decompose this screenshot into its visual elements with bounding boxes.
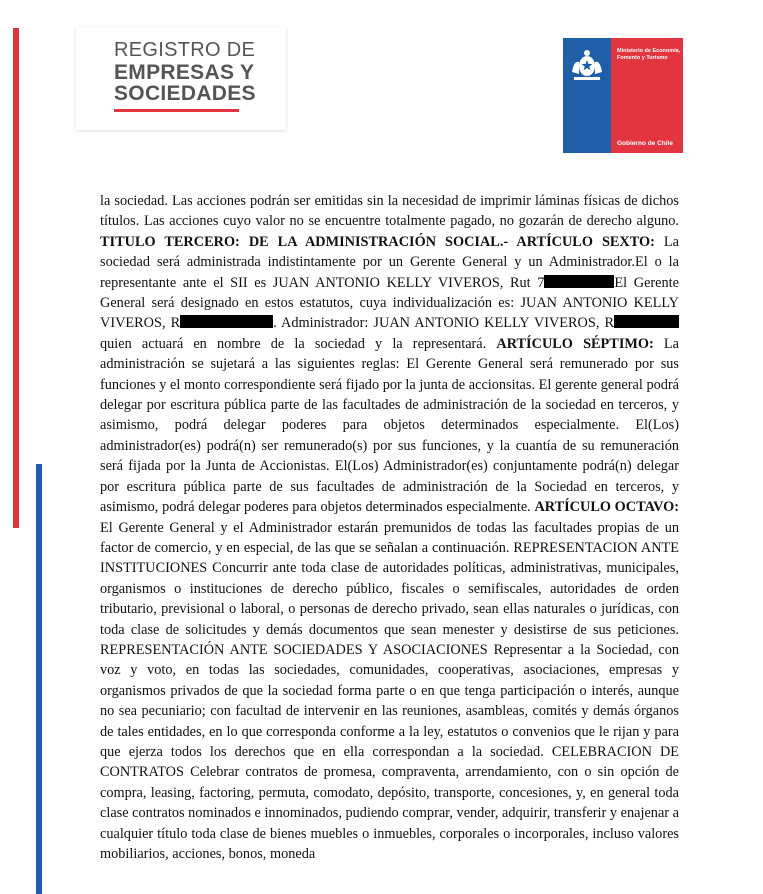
left-red-accent-bar bbox=[13, 28, 19, 528]
gobierno-de-chile-logo bbox=[563, 38, 683, 153]
heading-titulo-tercero: TITULO TERCERO: DE LA ADMINISTRACIÓN SOCIAL.- ARTÍCULO SEXTO: bbox=[100, 233, 655, 250]
body-text-4: . Administrador: JUAN ANTONIO KELLY VIVEROS, bbox=[273, 315, 605, 332]
redaction-rut-prefix: R bbox=[170, 315, 181, 332]
logo-line-1: REGISTRO DE bbox=[114, 39, 256, 61]
redaction-bar bbox=[180, 315, 273, 328]
logo-line-2: EMPRESAS Y bbox=[114, 61, 255, 84]
body-text-7: El Gerente General y el Administrador estarán premunidos de todas las facultades propias de un factor de comercio, y en especial, de las que se señalan a continuación. REPRESENTACION ANTE INSTITUCIONES Concurrir ante toda clase de autoridades políticas, administrativas, municipales, organismos o instituciones de derecho público, fiscales o semifiscales, autoridades de orden tributario, previsional o laboral, o personas de derecho privado, sean ellas naturales o jurídicas, con toda clase de solicitudes y demás documentos que sean menester y desistirse de sus peticiones. REPRESENTACIÓN ANTE SOCIEDADES Y ASOCIACIONES Representar a la Sociedad, con voz y voto, en todas las sociedades, comunidades, cooperativas, asociaciones, empresas y organismos privados de que la sociedad forma parte o en que tenga participación o interés, aunque no sea pecuniario; con facultad de intervenir en las reuniones, asambleas, comités y demás órganos de tales entidades, en lo que corresponda conforme a la ley, estatutos o convenios que le rijan y para que ejerza todos los derechos que en ella correspondan a la sociedad. CELEBRACION DE CONTRATOS Celebrar contratos de promesa, compraventa, arrendamiento, con o sin opción de compra, leasing, factoring, permuta, comodato, depósito, transporte, concesiones, y, en general toda clase contratos nominados e innominados, pudiendo comprar, vender, adquirir, transferir y enajenar a cualquier título toda clase de bienes muebles o inmuebles, corporales o incorporales, incluso valores mobiliarios, acciones, bonos, moneda bbox=[100, 519, 679, 862]
redaction-rut-prefix: 7 bbox=[537, 274, 545, 291]
redaction-bar bbox=[614, 315, 679, 328]
heading-articulo-septimo: ARTÍCULO SÉPTIMO: bbox=[496, 335, 654, 352]
body-text-6: La administración se sujetará a las siguientes reglas: El Gerente General será remunerado por sus funciones y el monto correspondiente será fijado por la junta de accionsitas. El gerente general podrá delegar por escritura pública parte de las facultades de administración de la sociedad en terceros, y asimismo, podrá delegar poderes para objetos determinados especialmente. El(Los) administrador(es) podrá(n) ser remunerado(s) por sus funciones, y la cuantía de su remuneración será fijada por la Junta de Accionistas. El(Los) Administrador(es) conjuntamente podrá(n) delegar por escritura pública parte de sus facultades de administración de la Sociedad en terceros, y asimismo, podrá delegar poderes para objetos determinados especialmente. bbox=[100, 335, 680, 516]
heading-articulo-octavo: ARTÍCULO OCTAVO: bbox=[534, 499, 679, 516]
redaction-bar bbox=[544, 275, 614, 288]
redaction-rut-prefix: R bbox=[604, 315, 615, 332]
body-text-5: quien actuará en nombre de la sociedad y la representará. bbox=[100, 335, 497, 352]
body-text-1: la sociedad. Las acciones podrán ser emitidas sin la necesidad de imprimir láminas físicas de dichos títulos. Las acciones cuyo valor no se encuentre totalmente pagado, no gozarán de derecho alguno. bbox=[100, 193, 679, 230]
body-text-2: La sociedad será administrada indistintamente por un Gerente General y un Administrador.El o la representante ante el SII es JUAN ANTONIO KELLY VIVEROS, Rut bbox=[100, 233, 679, 291]
left-blue-accent-bar bbox=[36, 464, 42, 894]
body-text-3: El Gerente General será designado en estos estatutos, cuya individualización es: JUAN ANTONIO KELLY VIVEROS, bbox=[100, 274, 679, 332]
document-body bbox=[100, 191, 679, 864]
ministry-name: Ministerio de Economía, Fomento y Turismo bbox=[617, 48, 681, 61]
gov-logo-footer: Gobierno de Chile bbox=[617, 140, 673, 147]
chile-coat-of-arms-icon bbox=[568, 48, 606, 82]
logo-underline bbox=[114, 109, 239, 112]
logo-line-3: SOCIEDADES bbox=[114, 82, 256, 105]
registro-empresas-logo bbox=[76, 27, 286, 130]
